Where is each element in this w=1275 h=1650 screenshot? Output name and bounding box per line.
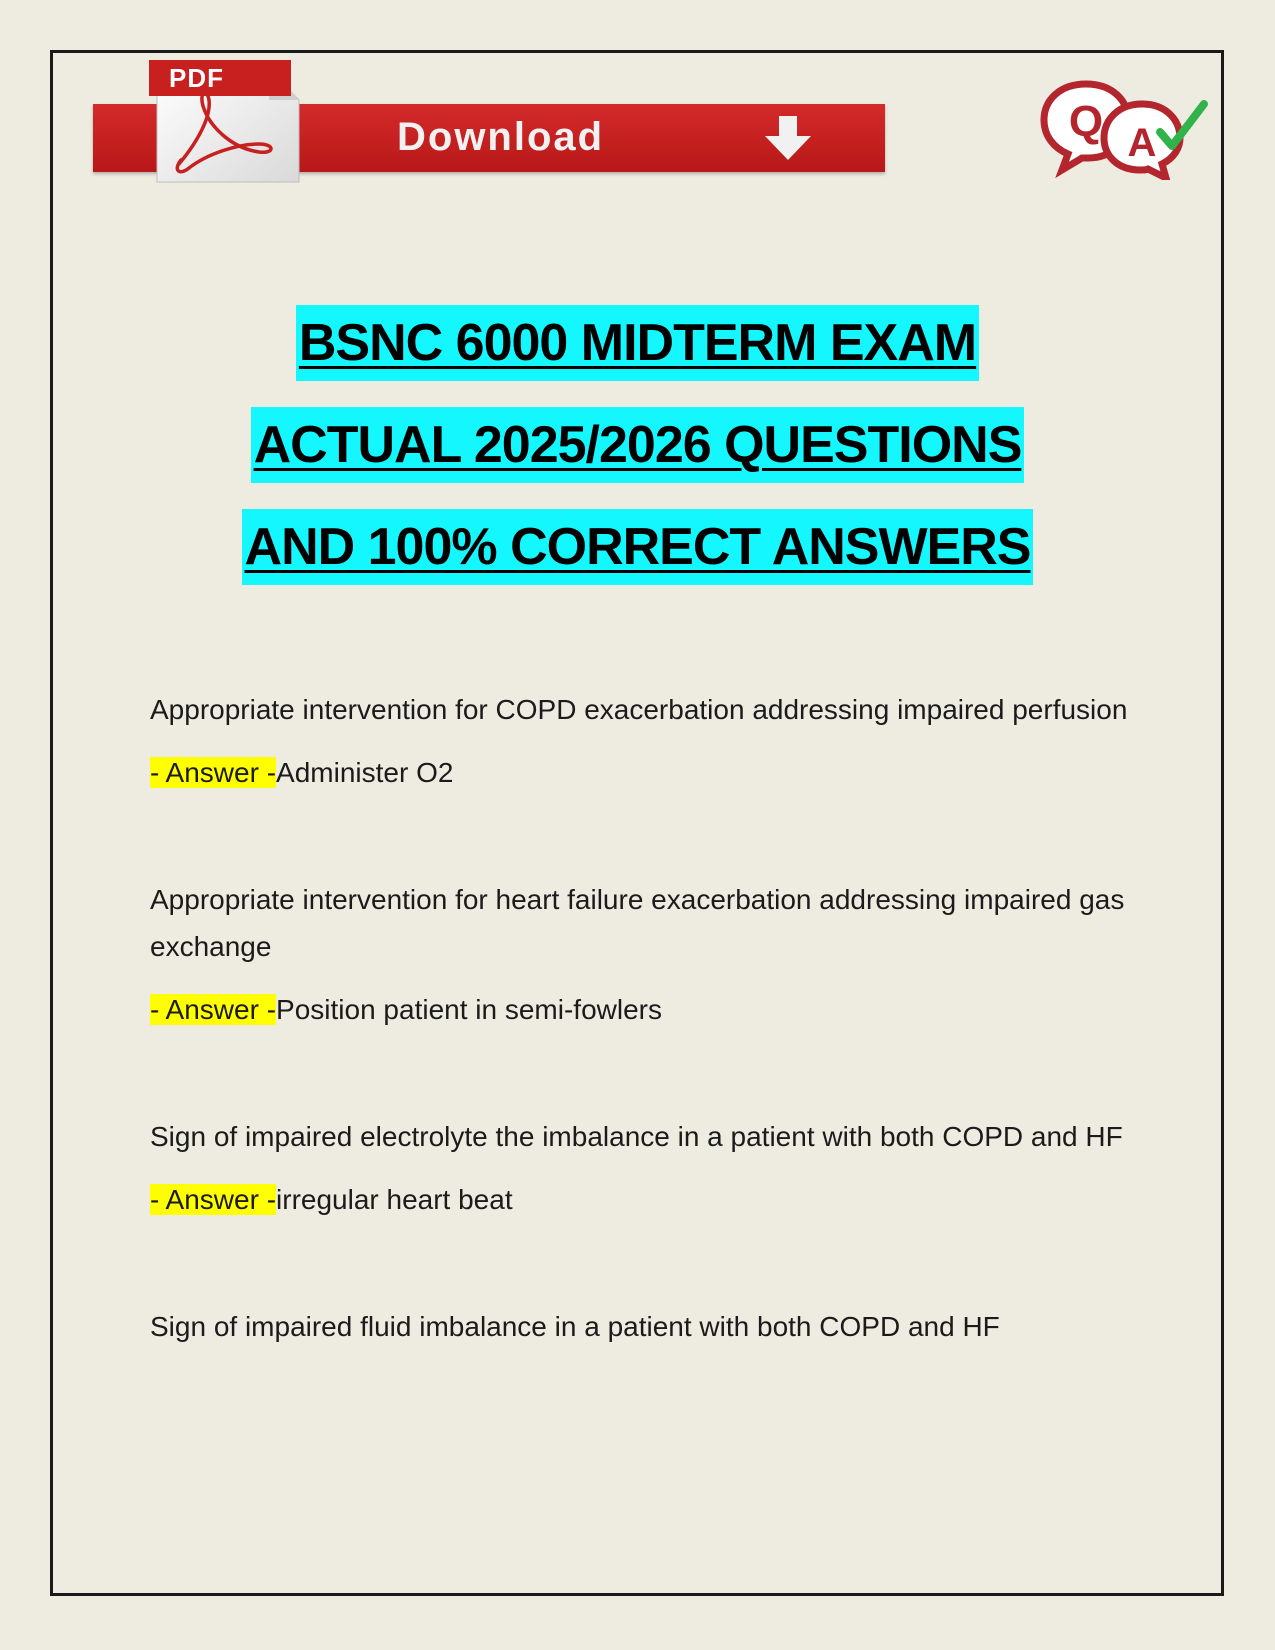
qa-item (150, 1113, 1130, 1220)
logo-q: Q (1068, 97, 1104, 146)
answer (150, 1180, 1130, 1220)
download-label: Download (397, 115, 605, 159)
qa-item (150, 686, 1130, 793)
qa-list (150, 686, 1130, 1433)
pdf-document-icon (149, 60, 307, 184)
title-line-2: ACTUAL 2025/2026 QUESTIONS (251, 407, 1025, 483)
answer-text: Administer O2 (276, 757, 454, 788)
logo-a: A (1127, 121, 1157, 165)
title-line-3: AND 100% CORRECT ANSWERS (242, 509, 1034, 585)
qa-logo (1038, 78, 1210, 180)
title-line-1: BSNC 6000 MIDTERM EXAM (296, 305, 979, 381)
answer-label: - Answer - (150, 1184, 277, 1215)
answer-label: - Answer - (150, 757, 277, 788)
download-arrow-icon (761, 114, 815, 164)
document-title (0, 305, 1275, 611)
question-text: Appropriate intervention for COPD exacerbation addressing impaired perfusion (150, 694, 1128, 725)
answer-text: Position patient in semi-fowlers (276, 994, 662, 1025)
answer-label: - Answer - (150, 994, 277, 1025)
qa-check-icon (1038, 78, 1210, 180)
qa-item (150, 1303, 1130, 1350)
answer (150, 990, 1130, 1030)
question-text: Sign of impaired electrolyte the imbalance in a patient with both COPD and HF (150, 1121, 1123, 1152)
pdf-download-banner[interactable] (93, 60, 885, 184)
question-text: Sign of impaired fluid imbalance in a patient with both COPD and HF (150, 1311, 1000, 1342)
pdf-label: PDF (149, 60, 291, 96)
question-text: Appropriate intervention for heart failure exacerbation addressing impaired gas exchange (150, 884, 1125, 962)
answer (150, 753, 1130, 793)
answer-text: irregular heart beat (276, 1184, 513, 1215)
qa-item (150, 876, 1130, 1030)
